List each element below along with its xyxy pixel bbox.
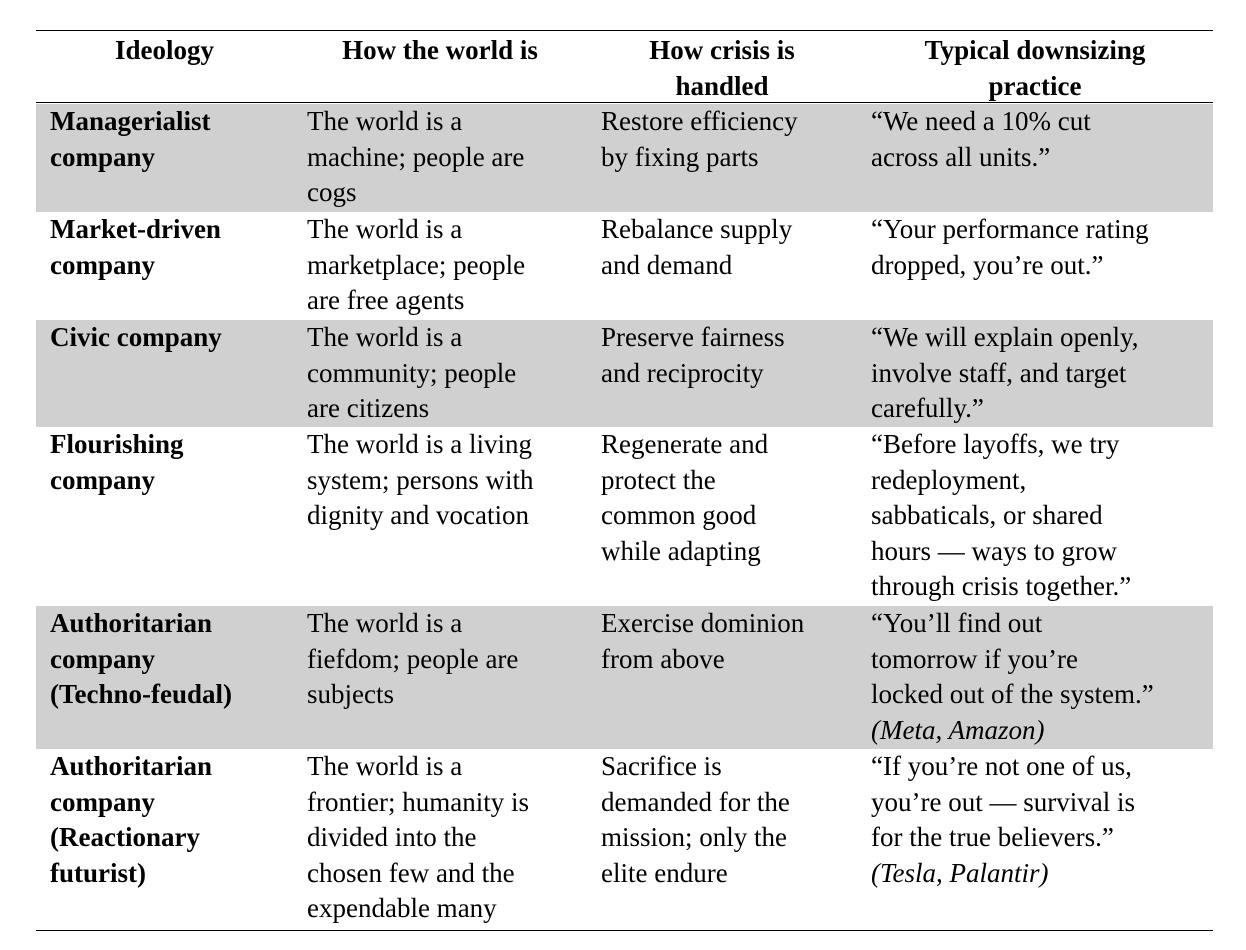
table-row	[36, 320, 1213, 427]
row-flourishing-crisis: Regenerate and protect the common good while adapting	[601, 429, 769, 566]
row-civic-ideology: Civic company	[36, 320, 293, 427]
table-header-rule	[36, 102, 1213, 103]
row-civic-practice: “We will explain openly, involve staff, and target carefully.”	[857, 320, 1213, 427]
table-bottom-rule	[36, 930, 1213, 931]
table-row	[36, 104, 1213, 212]
row-techno-feudal-ideology: Authoritarian company (Techno-feudal)	[36, 606, 293, 749]
header-how-world-is: How the world is	[342, 35, 538, 65]
table-row	[36, 606, 1213, 749]
header-downsizing-practice: Typical downsizing practice	[924, 35, 1146, 101]
row-managerialist-ideology: Managerialist company	[36, 104, 293, 212]
row-market-driven-crisis: Rebalance supply and demand	[601, 214, 793, 280]
header-how-crisis-handled: How crisis is handled	[649, 35, 795, 101]
row-techno-feudal-practice: “You’ll find out tomorrow if you’re locked out of the system.” (Meta, Amazon)	[857, 606, 1213, 749]
row-reactionary-futurist-ideology: Authoritarian company (Reactionary futurist)	[50, 751, 212, 888]
table-header-row	[36, 32, 1213, 104]
row-flourishing-world: The world is a living system; persons with dignity and vocation	[307, 429, 534, 530]
row-techno-feudal-world: The world is a fiefdom; people are subjects	[293, 606, 587, 749]
row-market-driven-world: The world is a marketplace; people are free agents	[307, 214, 526, 315]
row-civic-crisis: Preserve fairness and reciprocity	[587, 320, 857, 427]
row-reactionary-futurist-world: The world is a frontier; humanity is divided into the chosen few and the expendable many	[307, 751, 529, 923]
table-row	[36, 749, 1213, 929]
table-row	[36, 212, 1213, 320]
row-managerialist-crisis: Restore efficiency by fixing parts	[587, 104, 857, 212]
example-companies: (Tesla, Palantir)	[871, 857, 1049, 888]
row-civic-world: The world is a community; people are citizens	[293, 320, 587, 427]
row-techno-feudal-crisis: Exercise dominion from above	[587, 606, 857, 749]
row-market-driven-practice: “Your performance rating dropped, you’re out.”	[871, 214, 1149, 280]
table-top-rule	[36, 30, 1213, 31]
header-ideology: Ideology	[114, 35, 214, 65]
row-reactionary-futurist-practice: “If you’re not one of us, you’re out — survival is for the true believers.” (Tesla, Palantir)	[857, 749, 1213, 929]
example-companies: (Meta, Amazon)	[871, 714, 1045, 745]
row-flourishing-ideology: Flourishing company	[50, 429, 184, 495]
row-managerialist-world: The world is a machine; people are cogs	[293, 104, 587, 212]
row-managerialist-practice: “We need a 10% cut across all units.”	[857, 104, 1213, 212]
row-market-driven-ideology: Market-driven company	[50, 214, 221, 280]
row-flourishing-practice: “Before layoffs, we try redeployment, sabbaticals, or shared hours — ways to grow through crisis together.”	[871, 429, 1132, 601]
table-row	[36, 427, 1213, 606]
row-reactionary-futurist-crisis: Sacrifice is demanded for the mission; only the elite endure	[601, 751, 790, 888]
